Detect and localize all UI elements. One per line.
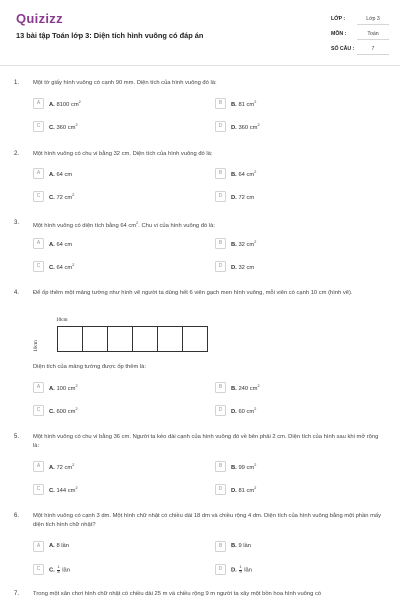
option-letter-badge: B [215,461,226,472]
meta-grade [331,14,389,24]
option-c[interactable] [33,564,179,576]
meta-count-label: SỐ CÂU : [331,46,355,52]
question-subtext: Diện tích của mảng tường được ốp thêm là: [33,364,146,370]
option-c[interactable] [33,191,179,203]
question-text: Một hình vuông có cạnh 3 dm. Một hình chữ nhật có chiều dài 18 dm và chiều rộng 4 dm. Diện tích của hình vuông bằng một phần mấy diện tích hình chữ nhật? [33,513,382,528]
option-text: C. 72 $cm^2$ [49,193,75,201]
option-letter-badge: C [33,564,44,575]
option-a[interactable] [33,382,179,394]
meta-subject [331,29,389,39]
option-letter-badge: C [33,261,44,272]
option-text: D. $\frac{1}{9}$ lần [231,565,252,574]
meta-subject-label: MÔN : [331,31,347,37]
question-number: 5. [14,434,20,440]
option-a[interactable] [33,461,179,473]
page-title: 13 bài tập Toán lớp 3: Diện tích hình vuông có đáp án [16,31,204,40]
option-text: B. 81 $cm^2$ [231,100,257,108]
option-letter-badge: B [215,98,226,109]
option-text: A. 72 $cm^2$ [49,463,75,471]
tile-cell [157,326,183,352]
question-number: 4. [14,290,20,296]
worksheet-header [0,0,400,66]
option-letter-badge: D [215,191,226,202]
option-text: B. 9 lần [231,543,252,549]
meta-grade-value: Lớp 3 [366,16,380,22]
option-text: C. $\frac{1}{8}$ lần [49,565,70,574]
option-text: D. 72 cm [231,194,255,201]
tile-cell [57,326,83,352]
option-d[interactable] [215,121,361,133]
tile-cell [107,326,133,352]
question-number: 1. [14,80,20,86]
option-letter-badge: A [33,461,44,472]
option-d[interactable] [215,564,361,576]
question-number: 3. [14,220,20,226]
option-a[interactable] [33,541,179,553]
option-a[interactable] [33,98,179,110]
option-text: B. 64 $cm^2$ [231,170,257,178]
option-text: C. 144 $cm^2$ [49,486,78,494]
option-letter-badge: D [215,484,226,495]
option-c[interactable] [33,121,179,133]
option-letter-badge: A [33,238,44,249]
figure-top-label: 10cm [56,317,68,323]
option-text: B. 32 $cm^2$ [231,240,257,248]
option-letter-badge: C [33,121,44,132]
option-letter-badge: C [33,484,44,495]
meta-count-value: 7 [371,46,375,52]
option-letter-badge: D [215,564,226,575]
option-letter-badge: B [215,541,226,552]
option-a[interactable] [33,238,179,250]
question-number: 6. [14,513,20,519]
meta-grade-label: LỚP : [331,16,346,22]
option-letter-badge: D [215,261,226,272]
option-text: B. 99 $cm^2$ [231,463,257,471]
tile-cell [182,326,208,352]
question-number: 2. [14,151,20,157]
option-a[interactable] [33,168,179,180]
fraction: $\frac{1}{8}$ [57,565,60,574]
option-d[interactable] [215,405,361,417]
option-c[interactable] [33,484,179,496]
option-text: C. 64 $cm^2$ [49,263,75,271]
option-text: D. 60 $cm^2$ [231,407,257,415]
option-b[interactable] [215,382,361,394]
option-text: C. 360 $cm^2$ [49,123,78,131]
option-letter-badge: A [33,541,44,552]
meta-count-underline [357,54,389,55]
option-b[interactable] [215,541,361,553]
option-letter-badge: C [33,191,44,202]
option-letter-badge: A [33,168,44,179]
question-text: Một tờ giấy hình vuông có cạnh 90 mm. Diện tích của hình vuông đó là: [33,80,217,86]
option-letter-badge: A [33,98,44,109]
figure-side-label: 10cm [32,340,39,352]
option-b[interactable] [215,98,361,110]
option-text: A. 8100 $cm^2$ [49,100,81,108]
option-text: D. 360 $cm^2$ [231,123,260,131]
option-d[interactable] [215,484,361,496]
question-text: Để ốp thêm một mảng tường như hình vẽ người ta dùng hết 6 viên gạch men hình vuông, mỗi viên có cạnh 10 cm (hình vẽ). [33,290,353,296]
meta-grade-underline [357,24,389,25]
option-text: D. 32 cm [231,264,255,271]
question-text: Một hình vuông có diện tích bằng 64 $cm^2$. Chu vi của hình vuông đó là: [33,221,215,229]
meta-subject-underline [357,39,389,40]
option-d[interactable] [215,261,361,273]
question-text: Trong một sân chơi hình chữ nhật có chiều dài 25 m và chiều rộng 9 m người ta xây một bồn hoa hình vuông có [33,591,322,597]
option-letter-badge: C [33,405,44,416]
meta-subject-value: Toán [367,31,379,37]
option-text: D. 81 $cm^2$ [231,486,257,494]
option-b[interactable] [215,168,361,180]
question-number: 7. [14,591,20,597]
quizizz-logo: Quizizz [16,11,63,26]
question-text: Một hình vuông có chu vi bằng 36 cm. Người ta kéo dài cạnh của hình vuông đó về bên phải 2 cm. Diện tích của hình sau khi mở rộng là: [33,434,379,449]
option-text: A. 64 cm [49,241,73,248]
option-letter-badge: D [215,405,226,416]
option-b[interactable] [215,461,361,473]
option-d[interactable] [215,191,361,203]
tile-cell [82,326,108,352]
option-letter-badge: D [215,121,226,132]
option-c[interactable] [33,261,179,273]
meta-question-count [331,44,389,54]
option-letter-badge: A [33,382,44,393]
tile-wall-figure [33,317,223,357]
option-text: B. 240 $cm^2$ [231,384,260,392]
option-text: C. 600 $cm^2$ [49,407,78,415]
option-c[interactable] [33,405,179,417]
question-text: Một hình vuông có chu vi bằng 32 cm. Diện tích của hình vuông đó là: [33,151,213,157]
tile-cell [132,326,158,352]
option-text: A. 8 lần [49,543,70,549]
option-letter-badge: B [215,168,226,179]
option-letter-badge: B [215,238,226,249]
option-text: A. 100 $cm^2$ [49,384,78,392]
option-text: A. 64 cm [49,171,73,178]
option-letter-badge: B [215,382,226,393]
option-b[interactable] [215,238,361,250]
fraction: $\frac{1}{9}$ [239,565,242,574]
